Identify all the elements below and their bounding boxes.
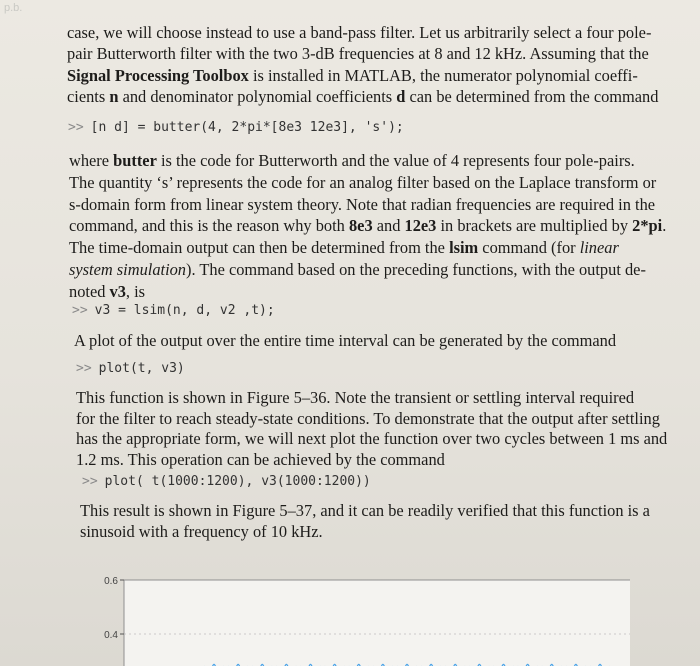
text-segment: d <box>396 87 406 107</box>
y-tick-label-0.4: 0.4 <box>104 630 118 641</box>
code-text: plot(t, v3) <box>98 361 185 376</box>
page-marker: p.b. <box>4 2 23 14</box>
text-line <box>69 259 646 280</box>
text-segment: n <box>109 87 119 107</box>
text-line: A plot of the output over the entire time interval can be generated by the command <box>74 331 617 350</box>
text-segment: lsim <box>449 238 479 258</box>
text-segment: ). The command based on the preceding functions, with the output de- <box>186 260 646 279</box>
code-line-lsim <box>72 303 275 318</box>
text-segment: , is <box>125 281 146 301</box>
text-segment: cients <box>67 87 110 107</box>
text-line <box>69 281 145 302</box>
text-segment: command (for <box>478 238 580 258</box>
figure-plot <box>90 560 630 666</box>
text-line: This function is shown in Figure 5–36. Note the transient or settling interval required <box>76 388 635 407</box>
text-segment: The time-domain output can then be determined from the <box>69 238 450 258</box>
text-line <box>69 215 666 236</box>
text-segment: v3 <box>109 281 126 301</box>
code-text: [n d] = butter(4, 2*pi*[8e3 12e3], 's'); <box>90 120 404 135</box>
code-text: v3 = lsim(n, d, v2 ,t); <box>94 303 275 318</box>
text-segment: can be determined from the command <box>405 87 659 107</box>
text-line <box>67 65 638 86</box>
prompt-symbol: >> <box>82 474 98 489</box>
prompt-symbol: >> <box>72 303 88 318</box>
text-segment: and <box>372 216 405 236</box>
text-segment: 8e3 <box>348 216 373 236</box>
text-line: for the filter to reach steady-state conditions. To demonstrate that the output after settling <box>76 408 660 428</box>
code-line-plot-range <box>82 474 371 489</box>
text-segment: noted <box>69 281 110 301</box>
text-segment: and denominator polynomial coefficients <box>118 87 397 107</box>
text-line <box>69 237 619 258</box>
text-segment: linear <box>579 238 619 258</box>
text-line: s-domain form from linear system theory. Note that radian frequencies are required in the <box>69 194 656 214</box>
text-segment: Signal Processing Toolbox <box>67 65 249 85</box>
text-segment: . <box>662 216 667 236</box>
text-line: 1.2 ms. This operation can be achieved by the command <box>76 449 445 469</box>
text-segment: 2*pi <box>632 216 663 236</box>
text-segment: 12e3 <box>404 216 437 236</box>
y-tick-label-0.6: 0.6 <box>104 576 118 587</box>
code-line-plot <box>76 361 185 376</box>
plot-frame <box>124 580 630 666</box>
text-segment: in brackets are multiplied by <box>436 216 633 236</box>
text-segment: butter <box>113 151 157 170</box>
text-line: sinusoid with a frequency of 10 kHz. <box>80 521 323 541</box>
text-line <box>69 150 635 171</box>
prompt-symbol: >> <box>76 361 92 376</box>
text-segment: where <box>69 151 114 170</box>
prompt-symbol: >> <box>68 120 84 135</box>
text-line: has the appropriate form, we will next plot the function over two cycles between 1 ms and <box>76 429 668 449</box>
text-line: This result is shown in Figure 5–37, and it can be readily verified that this function is a <box>80 501 650 520</box>
text-segment: is installed in MATLAB, the numerator polynomial coeffi- <box>248 65 638 85</box>
text-line: case, we will choose instead to use a band-pass filter. Let us arbitrarily select a four pole- <box>67 23 652 42</box>
text-line <box>67 86 658 107</box>
text-line: The quantity ‘s’ represents the code for an analog filter based on the Laplace transform or <box>69 172 657 192</box>
text-segment: command, and this is the reason why both <box>69 216 349 236</box>
text-line: pair Butterworth filter with the two 3-dB frequencies at 8 and 12 kHz. Assuming that the <box>67 44 649 64</box>
code-line-butter <box>68 120 404 135</box>
text-segment: system simulation <box>69 260 187 279</box>
code-text: plot( t(1000:1200), v3(1000:1200)) <box>104 474 371 489</box>
text-segment: is the code for Butterworth and the value of 4 represents four pole-pairs. <box>156 151 635 170</box>
